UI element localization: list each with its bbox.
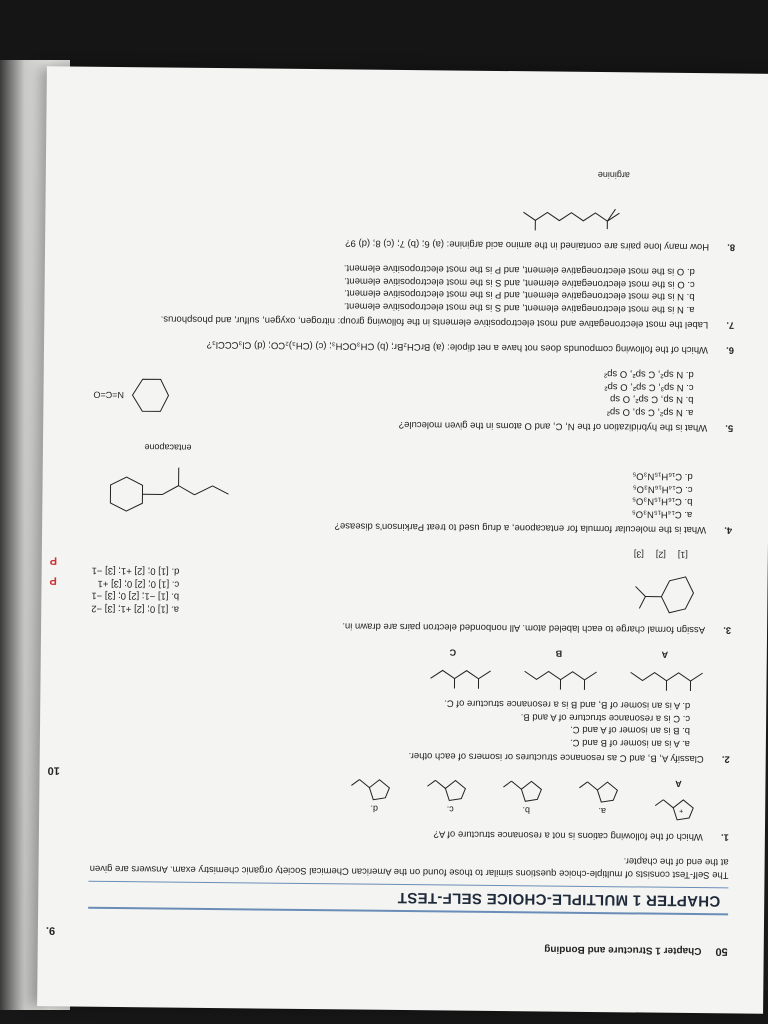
question-4-content	[92, 440, 707, 523]
structure-caption: entacapone	[144, 442, 192, 453]
structure-a-cation	[653, 777, 703, 825]
option: c. [1] 0; [2] 0; [3] +1	[97, 577, 180, 590]
book-page	[37, 66, 768, 1014]
entacapone-structure	[92, 440, 243, 519]
structure-label: B	[555, 648, 563, 659]
option: a. N is the most electronegative element, and S is the most electropositive element.	[343, 300, 695, 316]
question-text: How many lone pairs are contained in the amino acid arginine: (a) 6; (b) 7; (c) 8; (d) 9?	[345, 237, 710, 253]
question-text: Label the most electronegative and most electropositive elements in the following group: nitrogen, oxygen, sulfur, and phosphorus.	[160, 313, 709, 331]
option: d. A is an isomer of B, and B is a resonance structure of C.	[444, 697, 691, 712]
structure-row	[89, 771, 703, 824]
structure-caption: arginine	[597, 169, 630, 181]
option-d-structure	[349, 773, 399, 815]
option: a. N sp², C sp, O sp²	[606, 406, 694, 419]
running-head	[88, 939, 728, 958]
question-7	[94, 259, 735, 332]
options-list	[632, 469, 693, 520]
structure-label: A	[675, 778, 682, 789]
option-c-structure	[425, 774, 475, 816]
page-body	[88, 163, 736, 958]
option-label: c.	[446, 804, 454, 815]
atom-label: [1]	[677, 549, 688, 560]
question-text: Which of the following cations is not a resonance structure of A?	[433, 828, 703, 843]
arginine-structure	[95, 163, 630, 234]
question-text: Which of the following compounds does not have a net dipole: (a) BrCH₂Br; (b) CH₃OCH₃; (c) (CH₃)₂CO; (d) Cl₃CCCl₃?	[206, 338, 709, 356]
question-text: Assign formal charge to each labeled atom. All nonbonded electron pairs are drawn in.	[342, 620, 706, 636]
question-number: 5.	[725, 422, 734, 434]
margin-marks	[45, 66, 81, 1006]
question-3	[91, 542, 732, 637]
option: c. C is a resonance structure of A and B.	[520, 711, 691, 724]
question-number: 2.	[721, 753, 730, 765]
intro-text: The Self-Test consists of multiple-choice questions similar to those found on the American Chemical Society organic chemistry exam. Answers are given at the end of the chapter.	[89, 855, 729, 881]
options-list	[94, 259, 694, 315]
option: d. O is the most electronegative element, and P is the most electropositive element.	[343, 262, 695, 278]
option-label: d.	[370, 803, 379, 814]
question-number: 3.	[723, 624, 732, 636]
margin-mark: P	[49, 554, 58, 567]
option: d. [1] 0; [2] +1; [3] −1	[91, 565, 180, 578]
option-a-structure	[577, 776, 627, 818]
question-6	[94, 337, 734, 357]
question-2	[90, 642, 731, 766]
option: b. N is the most electronegative element, and P is the most electropositive element.	[344, 287, 695, 303]
question-text: What is the hybridization of the N, C, and O atoms in the given molecule?	[398, 418, 708, 434]
pyrazine-carboxylate-structure	[615, 547, 706, 617]
question-1	[89, 771, 730, 844]
structure-row	[90, 642, 704, 693]
option: b. N sp, C sp², O sp	[610, 393, 694, 406]
option: a. A is an isomer of B and C.	[569, 736, 690, 749]
option: b. C₁₆H₁₅N₃O₅	[632, 495, 693, 508]
chapter-title: CHAPTER 1 MULTIPLE-CHOICE SELF-TEST	[88, 881, 728, 916]
option: c. C₁₄H₁₆N₃O₅	[632, 483, 693, 496]
structure-label: C	[449, 647, 457, 658]
svg-text:+: +	[679, 806, 684, 814]
option: a. [1] 0; [2] +1; [3] −2	[91, 602, 179, 615]
question-text: Classify A, B, and C as resonance structures or isomers of each other.	[408, 750, 704, 765]
margin-mark: P	[49, 574, 57, 587]
option: c. N sp³, C sp², O sp²	[604, 381, 694, 394]
option: b. B is an isomer of A and C.	[570, 724, 691, 737]
isocyanate-group: N=C=O	[93, 390, 125, 401]
page-number: 50	[715, 945, 728, 958]
option: a. C₁₄H₁₅N₃O₅	[631, 508, 693, 521]
question-number: 7.	[726, 319, 735, 331]
page-content-upside-down	[37, 66, 768, 1014]
option: d. C₁₆H₁₅N₃O₅	[632, 470, 693, 483]
option: c. O is the most electronegative element, and S is the most electropositive element.	[344, 275, 695, 291]
question-3-content	[91, 542, 706, 623]
question-number: 6.	[726, 344, 735, 356]
running-head-text: Chapter 1 Structure and Bonding	[544, 943, 702, 957]
question-4	[92, 440, 733, 537]
question-number: 1.	[720, 831, 729, 843]
question-8	[95, 163, 736, 254]
option-b-structure	[501, 775, 551, 817]
structure-c-enolate	[412, 645, 492, 691]
option: d. N sp², C sp², O sp²	[603, 368, 694, 381]
question-text: What is the molecular formula for entacapone, a drug used to treat Parkinson's disease?	[334, 520, 707, 536]
options-list	[90, 693, 690, 749]
cyclohexyl-isocyanate-structure	[93, 375, 170, 416]
atom-label: [3]	[633, 549, 644, 560]
structure-a-ketoester	[624, 647, 704, 693]
margin-mark: 9.	[45, 924, 56, 937]
option-label: a.	[598, 806, 606, 817]
structure-label: A	[661, 649, 669, 660]
option: b. [1] −1; [2] 0; [3] −1	[91, 590, 180, 603]
question-5-content	[93, 362, 708, 421]
question-number: 8.	[727, 241, 736, 253]
question-5	[93, 362, 734, 435]
question-number: 4.	[724, 524, 733, 536]
options-list	[604, 367, 694, 418]
option-label: b.	[522, 805, 530, 816]
options-list	[91, 564, 179, 615]
atom-label: [2]	[655, 549, 666, 560]
structure-b-enol	[518, 646, 598, 692]
margin-mark: 10	[47, 764, 60, 777]
